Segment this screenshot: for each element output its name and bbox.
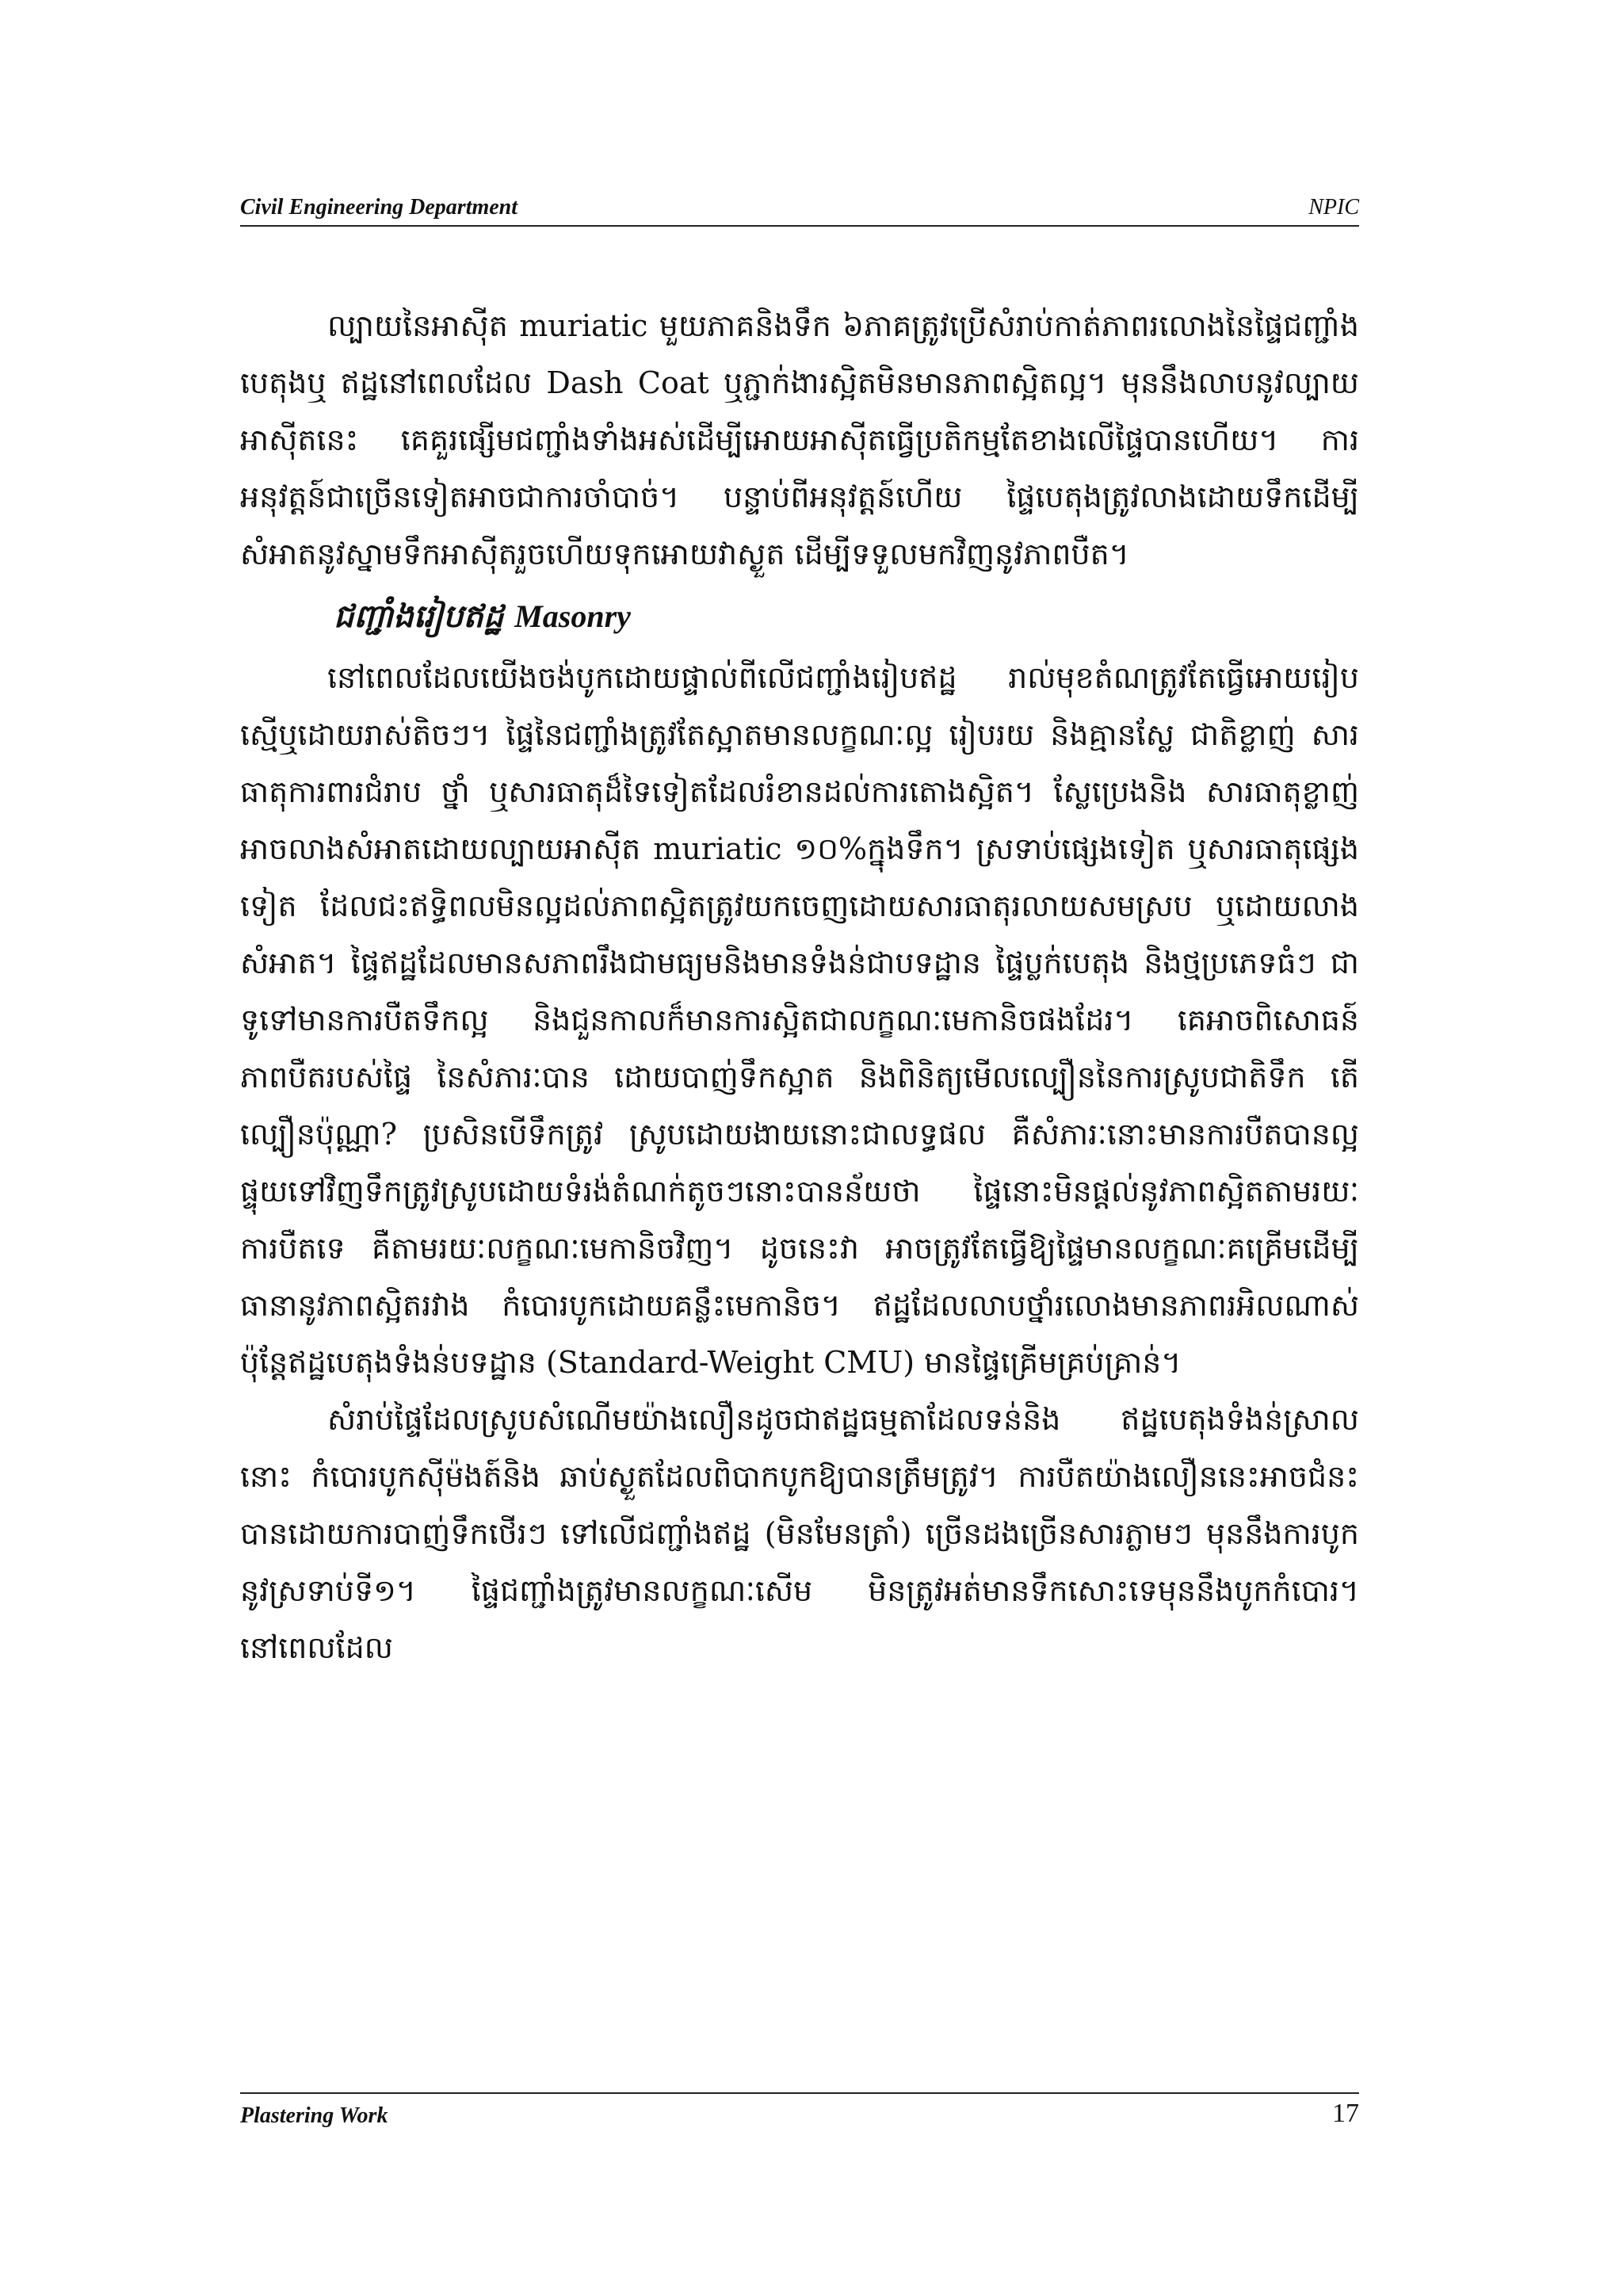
header-department: Civil Engineering Department bbox=[240, 195, 518, 220]
footer-chapter-title: Plastering Work bbox=[240, 2103, 388, 2128]
paragraph-acid-wash: ល្បាយនៃអាស៊ីត muriatic មួយភាគនិងទឹក ៦ភាគត្រូវប្រើសំរាប់កាត់ភាពរលោងនៃផ្ទៃជញ្ជាំងបេតុងឬ ឥដ្ឋនៅពេលដែល Dash Coat ឬភ្ជាក់ងារស្អិតមិនមានភាពស្អិតល្អ។ មុននឹងលាបនូវល្បាយអាស៊ីតនេះ គេគួរផ្សើមជញ្ជាំងទាំងអស់ដើម្បីអោយអាស៊ីតធ្វើប្រតិកម្មតែខាងលើផ្ទៃបានហើយ។ ការអនុវត្តន៍ជាច្រើនទៀតអាចជាការចាំបាច់។ បន្ទាប់ពីអនុវត្តន៍ហើយ ផ្ទៃបេតុងត្រូវលាងដោយទឹកដើម្បីសំអាតនូវស្នាមទឹកអាស៊ីតរួចហើយទុកអោយវាស្ងួត ដើម្បីទទួលមកវិញនូវភាពបឺត។ bbox=[240, 308, 1359, 571]
page-footer bbox=[240, 2092, 1359, 2134]
section-heading-khmer: ជញ្ជាំងរៀបឥដ្ឋ bbox=[334, 598, 504, 635]
paragraph-masonry-surface: នៅពេលដែលយើងចង់បូកដោយផ្ទាល់ពីលើជញ្ជាំងរៀបឥដ្ឋ រាល់មុខតំណត្រូវតែធ្វើអោយរៀបស្មើឬដោយរាស់តិចៗ។ ផ្ទៃនៃជញ្ជាំងត្រូវតែស្អាតមានលក្ខណៈល្អ រៀបរយ និងគ្មានស្លែ ជាតិខ្លាញ់ សារធាតុការពារជំរាប ថ្នាំ ឬសារធាតុដ៏ទៃទៀតដែលរំខានដល់ការតោងស្អិត។ ស្លែប្រេងនិង សារធាតុខ្លាញ់អាចលាងសំអាតដោយល្បាយអាស៊ីត muriatic ១០%ក្នុងទឹក។ ស្រទាប់ផ្សេងទៀត ឬសារធាតុផ្សេងទៀត ដែលជះឥទ្ធិពលមិនល្អដល់ភាពស្អិតត្រូវយកចេញដោយសារធាតុរលាយសមស្រប ឬដោយលាងសំអាត។ ផ្ទៃឥដ្ឋដែលមានសភាពរឹងជាមធ្យមនិងមានទំងន់ជាបទដ្ឋាន ផ្ទៃប្លក់បេតុង និងថ្មប្រភេទធំៗ ជាទូទៅមានការបឺតទឹកល្អ និងជួនកាលក៏មានការស្អិតជាលក្ខណៈមេកានិចផងដែរ។ គេអាចពិសោធន៍ភាពបឺតរបស់ផ្ទៃ នៃសំភារៈបាន ដោយបាញ់ទឹកស្អាត និងពិនិត្យមើលល្បឿននៃការស្រូបជាតិទឹក តើល្បឿនប៉ុណ្ណា? ប្រសិនបើទឹកត្រូវ ស្រូបដោយងាយនោះជាលទ្ធផល គឺសំភារៈនោះមានការបឺតបានល្អ ផ្ទុយទៅវិញទឹកត្រូវស្រូបដោយទំរង់តំណក់តូចៗនោះបានន័យថា ផ្ទៃនោះមិនផ្តល់នូវភាពស្អិតតាមរយៈការបឺតទេ គឺតាមរយៈលក្ខណៈមេកានិចវិញ។ ដូចនេះវា អាចត្រូវតែធ្វើឱ្យផ្ទៃមានលក្ខណៈគគ្រើមដើម្បីធានានូវភាពស្អិតរវាង កំបោរបូកដោយគន្លឹះមេកានិច។ ឥដ្ឋដែលលាបថ្នាំរលោងមានភាពរអិលណាស់ ប៉ុន្តែឥដ្ឋបេតុងទំងន់បទដ្ឋាន (Standard-Weight CMU) មានផ្ទៃគ្រើមគ្រប់គ្រាន់។ bbox=[240, 660, 1359, 1380]
section-heading-english: Masonry bbox=[514, 598, 631, 634]
header-institution: NPIC bbox=[1308, 195, 1359, 220]
page-body bbox=[240, 297, 1359, 1676]
paragraph-absorption: សំរាប់ផ្ទៃដែលស្រូបសំណើមយ៉ាងលឿនដូចជាឥដ្ឋធម្មតាដែលទន់និង ឥដ្ឋបេតុងទំងន់ស្រាលនោះ កំបោរបូកស៊ីម៉ងត៍និង ឆាប់ស្ងួតដែលពិបាកបូកឱ្យបានត្រឹមត្រូវ។ ការបឺតយ៉ាងលឿននេះអាចជំនះបានដោយការបាញ់ទឹកថើរៗ ទៅលើជញ្ជាំងឥដ្ឋ (មិនមែនត្រាំ) ច្រើនដងច្រើនសារភ្លាមៗ មុននឹងការបូកនូវស្រទាប់ទី១។ ផ្ទៃជញ្ជាំងត្រូវមានលក្ខណៈសើម មិនត្រូវអត់មានទឹកសោះទេមុននឹងបូកកំបោរ។ នៅពេលដែល bbox=[240, 1402, 1359, 1665]
page-header bbox=[240, 193, 1359, 227]
page-number: 17 bbox=[1332, 2099, 1359, 2128]
section-heading-masonry bbox=[334, 589, 1359, 644]
